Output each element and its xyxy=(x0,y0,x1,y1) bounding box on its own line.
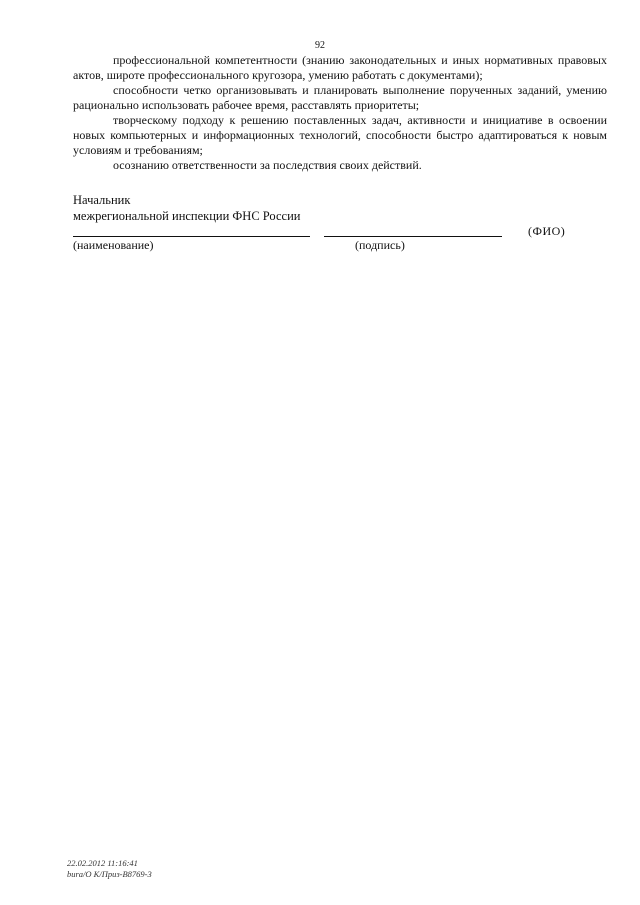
signature-caption: (подпись) xyxy=(355,238,405,252)
paragraph-competence: профессиональной компетентности (знанию законодательных и иных нормативных правовых актов, широте профессионального кругозора, умению работать с документами); xyxy=(73,53,607,82)
footer-timestamp: 22.02.2012 11:16:41 xyxy=(67,858,138,868)
page-number: 92 xyxy=(315,40,325,51)
signatory-title: Начальник xyxy=(73,193,131,207)
fio-label: (ФИО) xyxy=(528,224,566,238)
paragraph-creativity: творческому подходу к решению поставленных задач, активности и инициативе в освоении новых компьютерных и информационных технологий, способности быстро адаптироваться к новым условиям и требованиям; xyxy=(73,113,607,157)
paragraph-organization: способности четко организовывать и планировать выполнение порученных заданий, умению рационально использовать рабочее время, расставлять приоритеты; xyxy=(73,83,607,112)
document-body xyxy=(73,53,607,173)
footer-stamp xyxy=(67,858,152,880)
signatory-organization: межрегиональной инспекции ФНС России xyxy=(73,209,301,223)
signature-line xyxy=(324,236,502,237)
paragraph-responsibility: осознанию ответственности за последствия своих действий. xyxy=(113,158,422,172)
name-signature-line xyxy=(73,236,310,237)
footer-file-reference: bura/О К/Приз-В8769-3 xyxy=(67,869,152,879)
name-caption: (наименование) xyxy=(73,238,154,252)
signature-block xyxy=(73,192,300,224)
